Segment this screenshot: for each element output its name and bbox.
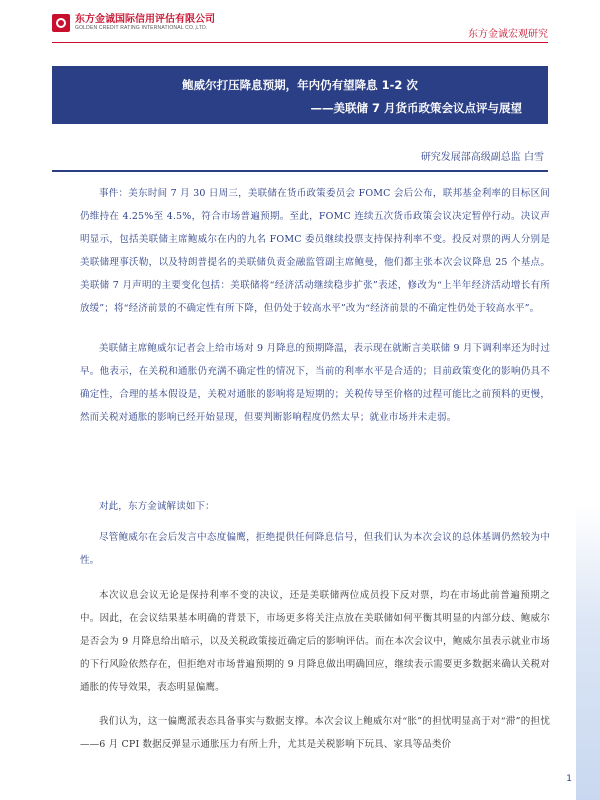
logo-emblem-icon	[52, 14, 70, 32]
logo-chinese-name: 东方金诚国际信用评估有限公司	[75, 14, 215, 25]
paragraph-powell-remarks: 美联储主席鲍威尔记者会上给市场对 9 月降息的预期降温，表示现在就断言美联储 9 月下调利率还为时过早。他表示，在关税和通胀仍充满不确定性的情况下，当前的利率水平是合适的；目前政策变化的影响仍具不确定性，合理的基本假设是，关税对通胀的影响将是短期的；关税传导至价格的过程可能比之前预料的更慢，然而关税对通胀的影响已经开始显现，但要判断影响程度仍然太早；就业市场并未走弱。	[80, 343, 550, 423]
paragraph-event: 事件：美东时间 7 月 30 日周三，美联储在货币政策委员会 FOMC 会后公布，联邦基金利率的目标区间仍维持在 4.25%至 4.5%，符合市场普遍预期。至此，FOMC 连续五次货币政策会议决定暂停行动。决议声明显示，包括美联储主席鲍威尔在内的九名 FOMC 委员继续投票支持保持利率不变。投反对票的两人分别是美联储理事沃勒，以及特朗普提名的美联储负责金融监管副主席鲍曼，他们都主张本次会议降息 25 个基点。美联储 7 月声明的主要变化包括：美联储将“经济活动继续稳步扩张”表述，修改为“上半年经济活动增长有所放缓”；将“经济前景的不确定性有所下降，但仍处于较高水平”改为“经济前景的不确定性仍处于较高水平”。	[80, 188, 550, 314]
author-line: 研究发展部高级副总监 白雪	[420, 152, 544, 163]
section-divider	[52, 170, 548, 172]
company-logo	[52, 14, 215, 32]
paragraph-analysis-1: 本次议息会议无论是保持利率不变的决议，还是美联储两位成员投下反对票，均在市场此前普遍预期之中。因此，在会议结果基本明确的背景下，市场更多将关注点放在美联储如何平衡其明显的内部分歧、鲍威尔是否会为 9 月降息给出暗示，以及关税政策接近确定后的影响评估。而在本次会议中，鲍威尔虽表示就业市场的下行风险依然存在，但拒绝对市场普遍预期的 9 月降息做出明确回应，继续表示需要更多数据来确认关税对通胀的传导效果，表态明显偏鹰。	[80, 590, 550, 693]
title-banner	[52, 66, 548, 124]
report-title: 鲍威尔打压降息预期，年内仍有望降息 1-2 次	[182, 78, 418, 92]
report-subtitle: ——美联储 7 月货币政策会议点评与展望	[310, 101, 522, 115]
paragraph-key-view: 尽管鲍威尔在会后发言中态度偏鹰，拒绝提供任何降息信号，但我们认为本次会议的总体基调仍然较为中性。	[80, 532, 550, 566]
decorative-side-band	[576, 505, 600, 800]
header-series-label: 东方金诚宏观研究	[468, 29, 548, 40]
paragraph-analysis-2: 我们认为，这一偏鹰派表态具备事实与数据支撑。本次会议上鲍威尔对“胀”的担忧明显高于对“滞”的担忧——6 月 CPI 数据反弹显示通胀压力有所上升，尤其是关税影响下玩具、家具等品类价	[80, 716, 550, 750]
logo-english-name: GOLDEN CREDIT RATING INTERNATIONAL CO.,LTD.	[75, 25, 208, 31]
page-number: 1	[566, 774, 572, 784]
page-header	[0, 0, 600, 44]
header-divider	[52, 42, 548, 43]
paragraph-interpretation-intro: 对此，东方金诚解读如下：	[99, 501, 215, 512]
